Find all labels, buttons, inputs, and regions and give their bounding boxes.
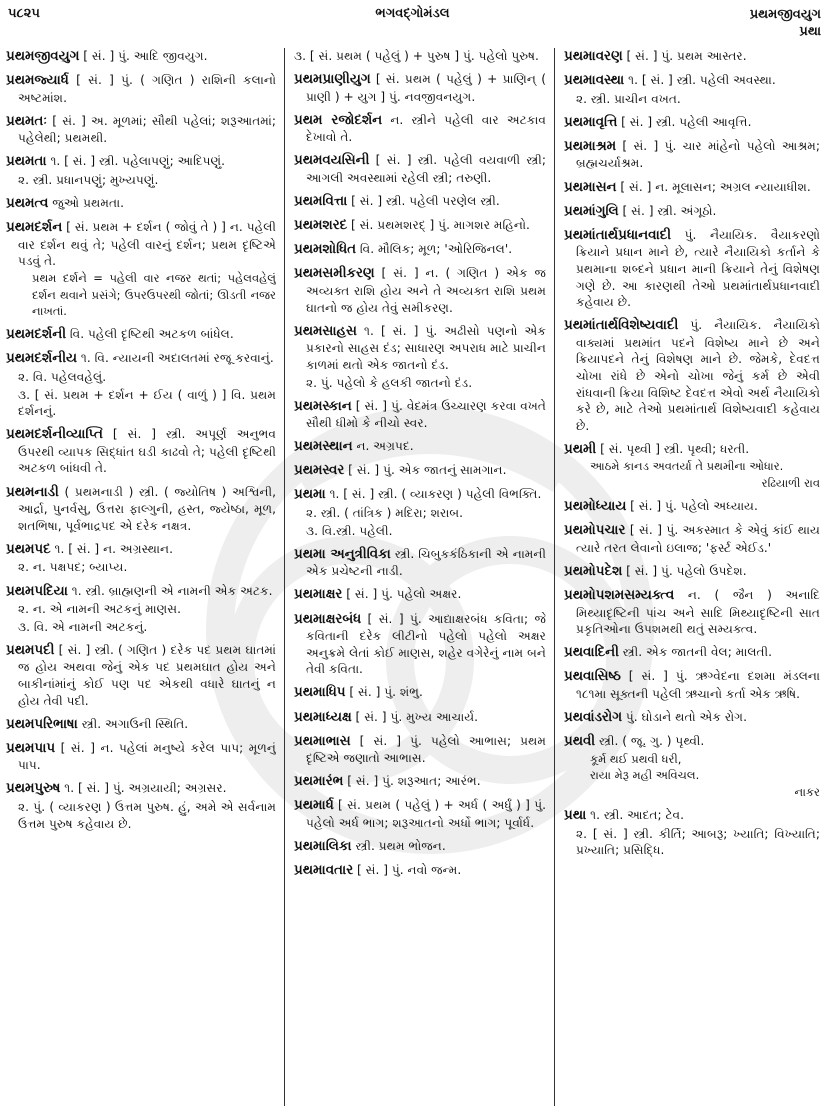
- dictionary-entry: [564, 138, 820, 172]
- definition: [ સં. ] સ્ત્રી. પહેલી પરણેલ સ્ત્રી.: [347, 194, 500, 209]
- definition: ન. સ્ત્રીને પહેલી વાર અટકાવ દેખાવો તે.: [306, 112, 546, 145]
- dictionary-entry: [564, 114, 820, 132]
- headword: પ્રથમાલિકા: [294, 839, 352, 855]
- dictionary-entry: [294, 71, 546, 105]
- headword: પ્રથમતા: [6, 154, 47, 170]
- sense: ૨. સ્ત્રી. પ્રાચીન વખત.: [576, 91, 681, 106]
- definition: [ સં. ] સ્ત્રી. ( ગણિત ) દરેક પદ પ્રથમ ઘાતમાં જ હોય અથવા જેનું એક પદ પ્રથમઘાત હોય અને બાકીનાંમાંનું કોઈ પણ પદ એકથી વધારે ઘાતનું ન હોય તેવી પદી.: [18, 642, 276, 708]
- definition: [ સં. ] ન. મૂલાસન; અગ્રલ ન્યાયાધીશ.: [616, 179, 811, 194]
- headword: પ્રથમદર્શન: [6, 220, 63, 236]
- headword: પ્રથમાભાસ: [294, 733, 351, 749]
- definition: [ સં. ] પું. શંભુ.: [345, 685, 423, 700]
- headword: પ્રથમપુરુષ: [6, 781, 61, 797]
- definition: [ સં. ] પું. આદ્યાક્ષરબંધ કવિતા; જે કવિતાની દરેક લીટીનો પહેલો પહેલો અક્ષર અનુક્રમે લેતાં કોઈ માણસ, શહેર વગેરેનું નામ બને તેવી કવિતા.: [306, 611, 546, 677]
- dictionary-entry: [6, 48, 276, 66]
- headword: પ્રથમપદિયા: [6, 583, 68, 599]
- dictionary-columns: [0, 48, 825, 1110]
- headword: પ્રથમવિત્તા: [294, 194, 348, 210]
- sense: ૨. પું. પહેલો કે હલકી જાતનો દંડ.: [306, 375, 473, 390]
- headword: પ્રથમ રજોદર્શન: [294, 112, 383, 128]
- headword: પ્રથમજીવયુગ: [6, 49, 80, 64]
- dictionary-entry: [294, 733, 546, 767]
- dictionary-entry: [564, 72, 820, 107]
- dictionary-entry: [294, 773, 546, 791]
- headword: પ્રથમપદી: [6, 642, 55, 658]
- definition: ૧. [ સં. ] પું. અગ્રયાયી; અગ્રસર.: [60, 781, 227, 796]
- headword: પ્રથવાસિષ્ઠ: [564, 669, 621, 685]
- definition: [ સં. ] પું. મુખ્ય આચાર્ય.: [351, 709, 479, 724]
- headword: પ્રથવી: [564, 734, 596, 750]
- dictionary-entry: [294, 838, 546, 856]
- headword: પ્રથમાક્ષર: [294, 587, 343, 603]
- dictionary-entry: [6, 72, 276, 106]
- headword: પ્રથમા: [294, 487, 326, 503]
- definition: [ સં. ] પું. અકસ્માત કે એવું કાંઈ થાય ત્યારે તરત લેવાનો ઇલાજ; 'ફર્સ્ટ એઈડ.': [576, 523, 820, 555]
- headword: પ્રથમાંગુલિ: [564, 203, 619, 219]
- column-3: [564, 48, 820, 1103]
- guide-words: [750, 6, 821, 40]
- definition: [ સં. ] ન. ( ગણિત ) એક જ અવ્યક્ત રાશિ હોય અને તે અવ્યક્ત રાશિ પ્રથમ ઘાતનો જ હોય તેવું સમીકરણ.: [306, 266, 546, 315]
- guide-word-last: પ્રથા: [799, 24, 821, 39]
- sense: ૨. ન. પક્ષપદ; બ્યાપ્ય.: [18, 560, 128, 575]
- dictionary-entry: [564, 733, 820, 800]
- headword: પ્રથમાક્ષરબંધ: [294, 611, 362, 627]
- dictionary-entry: [6, 153, 276, 188]
- dictionary-entry: [294, 486, 546, 539]
- usage-quote: કૂર્મ થઈ પ્રથવી ધરી,: [590, 751, 682, 766]
- dictionary-entry: [294, 398, 546, 432]
- headword: પ્રથવાંડરોગ: [564, 710, 622, 726]
- headword: પ્રથમારંભ: [294, 774, 344, 790]
- definition: ૧. સ્ત્રી. આદત; ટેવ.: [586, 808, 685, 823]
- definition: [ સં. ] પું. પહેલો અધ્યાય.: [626, 499, 758, 514]
- definition: ૧. [ સં. ] ન. અગ્રસ્થાન.: [50, 541, 173, 556]
- definition: [ સં. ] પું. પહેલો આભાસ; પ્રથમ દૃષ્ટિએ જણાતો આભાસ.: [306, 733, 546, 766]
- dictionary-entry: [294, 241, 546, 259]
- dictionary-entry: [564, 807, 820, 859]
- headword: પ્રથમપરિભાષા: [6, 716, 78, 732]
- dictionary-entry: [294, 611, 546, 678]
- definition: ૧. [ સં. ] સ્ત્રી. ( વ્યાકરણ ) પહેલી વિભક્તિ.: [325, 487, 542, 502]
- headword: પ્રથવાદિની: [564, 645, 619, 661]
- dictionary-entry: [6, 541, 276, 576]
- headword: પ્રથમસ્થાન: [294, 439, 353, 455]
- headword: પ્રથમાવરણ: [564, 49, 623, 64]
- dictionary-entry: [564, 317, 820, 434]
- headword: પ્રથમાધિપ: [294, 685, 346, 701]
- headword: પ્રથમપાપ: [6, 740, 56, 756]
- definition: ન. ( જૈન ) અનાદિ મિથ્યાદૃષ્ટિની પાંચ અને સાદિ મિથ્યાદૃષ્ટિની સાત પ્રકૃતિઓના ઉપશમથી થતું સમ્યક્ત્વ.: [576, 588, 820, 637]
- page-header: [0, 0, 825, 48]
- dictionary-entry: [564, 227, 820, 311]
- dictionary-entry: [294, 438, 546, 456]
- headword: પ્રથમસ્કાન: [294, 398, 352, 414]
- definition: સ્ત્રી. એક જાતની વેલ; માલતી.: [618, 645, 772, 660]
- headword: પ્રથમપ્રાણીયુગ: [294, 72, 371, 88]
- definition: ૧. [ સં. ] સ્ત્રી. પહેલી અવસ્થા.: [624, 73, 776, 88]
- definition: સ્ત્રી. પ્રથમ ભોજન.: [351, 839, 446, 854]
- column-2: [294, 48, 546, 1103]
- definition: [ સં. ] પું. પહેલો ઉપદેશ.: [622, 563, 747, 578]
- dictionary-entry: [564, 48, 820, 66]
- dictionary-entry: [564, 668, 820, 702]
- usage-quote: આઠમે કાનડ અવતર્યા તે પ્રથમીના ઓધાર.: [590, 459, 784, 474]
- definition: [ સં. પ્રથમ ( પહેલું ) + પ્રાણિન્ ( પ્રાણી ) + યુગ ] પું. નવજીવનયુગ.: [306, 72, 546, 104]
- headword: પ્રથમોપદેશ: [564, 563, 623, 579]
- definition: વિ. પહેલી દૃષ્ટિથી અટકળ બાંધેલ.: [66, 327, 234, 342]
- definition: ૧. [ સં. ] પું. અઢીસો પણનો એક પ્રકારનો સાહસ દંડ; સાધારણ અપરાધ માટે પ્રાચીન કાળમાં થતો એક જાતનો દંડ.: [306, 323, 546, 372]
- dictionary-entry: [564, 179, 820, 197]
- dictionary-entry: [564, 709, 820, 727]
- headword: પ્રથમી: [564, 441, 597, 457]
- definition: [ સં. ] પું. ઋગ્વેદના દશમા મંડલના ૧૮૧મા સૂક્તની પહેલી ઋચાનો કર્તા એક ઋષિ.: [576, 669, 820, 701]
- dictionary-entry: [6, 716, 276, 734]
- definition: ( પ્રથમનાડી ) સ્ત્રી. ( જ્યોતિષ ) અશ્વિની, આર્દ્રા, પુનર્વસુ, ઉત્તરા ફાલ્ગુની, હસ્ત, જ્યેષ્ઠા, મૂળ, શતભિષા, પૂર્વભાદ્રપદ એ દરેક નક્ષત્ર.: [18, 484, 276, 533]
- dictionary-entry: [294, 193, 546, 211]
- definition: ૧. [ સં. ] સ્ત્રી. પહેલાપણું; આદિપણું.: [46, 154, 226, 169]
- dictionary-entry: [294, 546, 546, 580]
- definition: [ સં. ] પું. શરૂઆત; આરંભ.: [343, 774, 481, 789]
- headword: પ્રથમદર્શનીય: [6, 351, 77, 367]
- dictionary-entry: [294, 684, 546, 702]
- dictionary-entry: [564, 522, 820, 556]
- definition: [ સં. પ્રથમશરદ્ ] પું. માગશર મહિનો.: [347, 218, 530, 233]
- quote-source: નાકર: [794, 784, 820, 799]
- sense: ૨. [ સં. ] સ્ત્રી. કીર્તિ; આબરૂ; ખ્યાતિ; વિખ્યાતિ; પ્રખ્યાતિ; પ્રસિદ્ધિ.: [576, 826, 820, 858]
- dictionary-entry: [564, 587, 820, 638]
- dictionary-entry: [294, 797, 546, 831]
- definition: ૧. વિ. ન્યાયની અદાલતમાં રજૂ કરવાનું.: [77, 351, 274, 366]
- definition: પું. નૈયાયિક. નૈયાયિકો વાક્યમાં પ્રથમાંત પદને વિશેષ્ય માને છે અને ક્રિયાપદને તેનું વિશેષણ માને છે. જેમકે, દેવદત્ત ચોખા રાંધે છે એનો ચોખા જેનું કર્મ છે એવી રાંધવાની ક્રિયા વિશિષ્ટ દેવદત્ત એવો અર્થ નૈયાયિકો કરે છે, માટે તેઓ પ્રથમાંતાર્થ વિશેષ્યવાદી કહેવાય છે.: [576, 318, 820, 433]
- headword: પ્રથમશરદ: [294, 218, 348, 234]
- dictionary-entry: [6, 484, 276, 535]
- definition: [ સં. ] ન. પહેલાં મનુષ્યે કરેલ પાપ; મૂળનું પાપ.: [18, 740, 276, 773]
- dictionary-entry: [6, 583, 276, 636]
- definition: ૩. [ સં. પ્રથમ ( પહેલું ) + પુરુષ ] પું. પહેલો પુરુષ.: [294, 49, 539, 63]
- definition: સ્ત્રી. અગાઉની સ્થિતિ.: [77, 716, 189, 731]
- headword: પ્રથમા અનુત્રીવિકા: [294, 546, 391, 562]
- usage-quote: રાયા મેરૂ મહી અવિચલ.: [590, 768, 700, 783]
- definition: [ સં. ] પું. ચાર માંહેનો પહેલો આશ્રમ; બ્રહ્મચર્યાશ્રમ.: [576, 138, 820, 171]
- definition: પું. ઘોડાને થતો એક રોગ.: [621, 710, 747, 725]
- dictionary-entry: [294, 152, 546, 186]
- definition: [ સં. ] પું. વેદમંત્ર ઉચ્ચારણ કરવા વખતે સૌથી ધીમો કે નીચો સ્વર.: [306, 398, 546, 431]
- dictionary-entry: [294, 709, 546, 727]
- definition: સ્ત્રી. ( જૂ. ગુ. ) પૃથ્વી.: [595, 734, 705, 749]
- column-divider: [554, 48, 555, 1106]
- headword: પ્રથમદર્શનીવ્યાપ્તિ: [6, 427, 103, 443]
- headword: પ્રથમવયસિની: [294, 153, 370, 169]
- headword: પ્રથમત્વ: [6, 196, 49, 212]
- headword: પ્રથમાવૃત્તિ: [564, 114, 618, 130]
- sense: ૨. સ્ત્રી. ( તાંત્રિક ) મદિરા; શરાબ.: [306, 506, 463, 521]
- definition: [ સં. પ્રથમ + દર્શન ( જોવું તે ) ] ન. પહેલી વાર દર્શન થવું તે; પહેલી વારનું દર્શન; પ્રથમ દૃષ્ટિએ પડવું તે.: [18, 220, 276, 269]
- dictionary-entry: [564, 441, 820, 492]
- definition: ૧. સ્ત્રી. બ્રાહ્મણની એ નામની એક અટક.: [67, 583, 273, 598]
- definition: પું. નૈયાયિક. વૈયાકરણો ક્રિયાને પ્રધાન માને છે, ત્યારે નૈયાયિકો કર્તાને કે પ્રથમાના શબ્દને પ્રધાન માની ક્રિયાને તેનું વિશેષણ ગણે છે. આ કારણથી તેઓ પ્રથમાંતાર્થપ્રધાનવાદી કહેવાય છે.: [576, 227, 820, 310]
- headword: પ્રથમાવતાર: [294, 863, 354, 879]
- sense: ૨. પું. ( વ્યાકરણ ) ઉત્તમ પુરુષ. હું, અમે એ સર્વનામ ઉત્તમ પુરુષ કહેવાય છે.: [18, 800, 276, 831]
- definition: [ સં. ] પું. પહેલો અક્ષર.: [342, 587, 462, 602]
- dictionary-entry: [564, 644, 820, 662]
- dictionary-entry: [294, 586, 546, 604]
- dictionary-entry: [294, 323, 546, 391]
- sense: ૨. વિ. પહેલવહેલું.: [18, 370, 107, 384]
- sense: ૩. વિ.સ્ત્રી. પહેલી.: [306, 523, 393, 538]
- definition: [ સં. ] પું. આદિ જીવયુગ.: [79, 49, 208, 63]
- definition: [ સં. ] પું. એક જાતનું સામગાન.: [344, 463, 507, 478]
- definition: જુઓ પ્રથમતા.: [48, 196, 124, 211]
- sense: ૨. સ્ત્રી. પ્રધાનપણું; મુખ્યપણું.: [18, 173, 159, 188]
- definition: વિ. મૌલિક; મૂળ; 'ઓરિજિનલ'.: [356, 242, 513, 257]
- dictionary-entry: [294, 265, 546, 316]
- dictionary-entry: [6, 780, 276, 832]
- headword: પ્રથમપદ: [6, 541, 51, 557]
- sense: ૩. વિ. એ નામની અટકનું.: [18, 619, 148, 634]
- headword: પ્રથમોધ્યાય: [564, 499, 627, 515]
- dictionary-entry: [6, 740, 276, 774]
- headword: પ્રથમતઃ: [6, 113, 48, 129]
- dictionary-entry: [6, 113, 276, 147]
- headword: પ્રથમસ્વર: [294, 463, 345, 479]
- headword: પ્રથમનાડી: [6, 484, 59, 500]
- headword: પ્રથમોપચાર: [564, 523, 626, 539]
- page-number: ૫૮૨૫: [8, 6, 40, 21]
- dictionary-entry: [294, 112, 546, 146]
- headword: પ્રથમાધ્યક્ષ: [294, 709, 352, 725]
- dictionary-entry: [6, 219, 276, 320]
- dictionary-entry: [294, 462, 546, 480]
- dictionary-entry: [6, 350, 276, 419]
- definition: ન. અગ્રપદ.: [352, 439, 414, 454]
- headword: પ્રથમાંતાર્થવિશેષ્યવાદી: [564, 318, 679, 334]
- definition: સ્ત્રી. ચિબુકકંઠિકાની એ નામની એક પ્રચેષ્ટની નાડી.: [306, 546, 546, 579]
- definition: [ સં. ] પું. નવો જન્મ.: [353, 863, 462, 878]
- headword: પ્રથમાર્ધ: [294, 798, 334, 814]
- dictionary-entry: [294, 48, 546, 65]
- dictionary-entry: [6, 195, 276, 213]
- dictionary-entry: [6, 642, 276, 709]
- dictionary-entry: [294, 217, 546, 235]
- headword: પ્રથમદર્શની: [6, 327, 67, 343]
- definition: [ સં. પૃથ્વી ] સ્ત્રી. પૃથ્વી; ધરતી.: [596, 441, 750, 456]
- headword: પ્રથમાસન: [564, 179, 617, 195]
- quote-source: રઢિયાળી રાવ: [761, 476, 820, 491]
- dictionary-entry: [6, 326, 276, 344]
- definition: [ સં. ] સ્ત્રી. અપૂર્ણ અનુભવ ઉપરથી વ્યાપક સિદ્ધાંત ઘડી કાઢવો તે; પહેલી દૃષ્ટિથી અટકળ બાંધવી તે.: [18, 427, 276, 476]
- dictionary-entry: [564, 203, 820, 221]
- definition: [ સં. ] સ્ત્રી. અંગૂઠો.: [618, 203, 717, 218]
- dictionary-entry: [564, 563, 820, 581]
- headword: પ્રથમજ્યાર્ધ: [6, 73, 69, 89]
- column-divider: [284, 48, 285, 1106]
- usage-quote: પ્રથમ દર્શને = પહેલી વાર નજર થતાં; પહેલવહેલું દર્શન થવાને પ્રસંગે; ઉપરઉપરથી જોતાં; ઊડતી નજર નાખતાં.: [32, 271, 276, 319]
- dictionary-entry: [6, 426, 276, 477]
- definition: [ સં. ] પું. ( ગણિત ) રાશિની કલાનો અષ્ટમાંશ.: [18, 73, 276, 105]
- definition: [ સં. ] સ્ત્રી. પહેલી આવૃત્તિ.: [617, 114, 752, 129]
- headword: પ્રથમસમીકરણ: [294, 266, 375, 282]
- guide-word-first: પ્રથમજીવયુગ: [749, 7, 821, 22]
- definition: [ સં. ] પું. પ્રથમ આસ્તર.: [622, 49, 747, 63]
- headword: પ્રથમસાહસ: [294, 323, 357, 339]
- column-1: [6, 48, 276, 1103]
- definition: [ સં. ] અ. મૂળમાં; સૌથી પહેલાં; શરૂઆતમાં; પહેલેથી; પ્રથમથી.: [18, 113, 276, 146]
- headword: પ્રથમોપશમસમ્યક્ત્વ: [564, 588, 675, 604]
- headword: પ્રથમાવસ્થા: [564, 73, 625, 89]
- definition: [ સં. પ્રથમ ( પહેલું ) + અર્ધ ( અર્ધું ) ] પું. પહેલો અર્ધ ભાગ; શરૂઆતનો અર્ધો ભાગ; પૂર્વાર્ધ.: [306, 798, 546, 830]
- definition: [ સં. ] સ્ત્રી. પહેલી વયવાળી સ્ત્રી; આગલી અવસ્થામાં રહેલી સ્ત્રી; તરુણી.: [306, 153, 546, 186]
- dictionary-entry: [294, 862, 546, 880]
- headword: પ્રથમાશ્રમ: [564, 138, 617, 154]
- headword: પ્રથમશોધિત: [294, 242, 357, 258]
- headword: પ્રથમાંતાર્થપ્રધાનવાદી: [564, 227, 672, 243]
- sense: ૩. [ સં. પ્રથમ + દર્શન + ઈય ( વાળું ) ] વિ. પ્રથમ દર્શનનું.: [18, 387, 276, 419]
- sense: ૨. ન. એ નામની અટકનું માણસ.: [18, 602, 182, 617]
- headword: પ્રથા: [564, 808, 587, 824]
- dictionary-entry: [564, 498, 820, 516]
- book-title: ભગવદ્ગોમંડલ: [375, 6, 450, 21]
